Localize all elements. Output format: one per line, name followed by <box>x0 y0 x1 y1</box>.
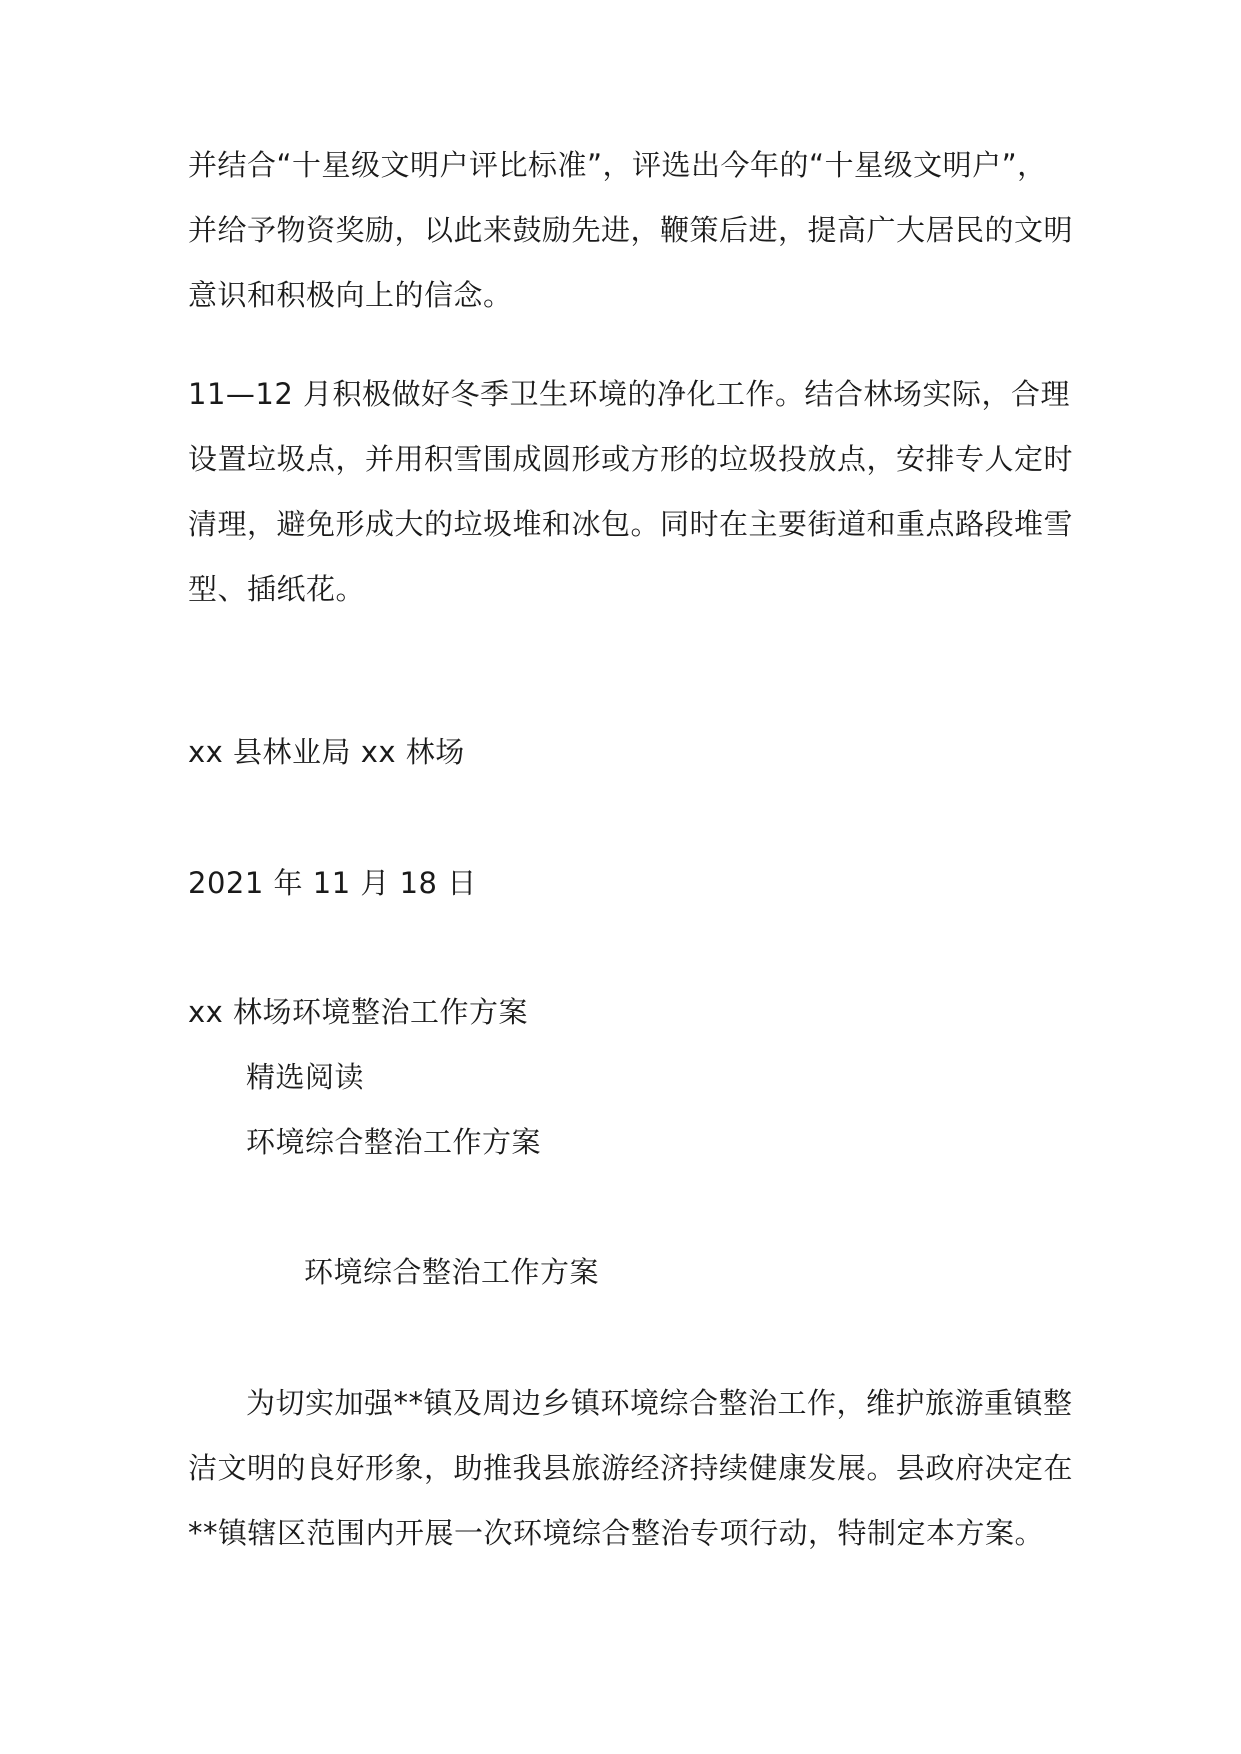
paragraph-line: 为切实加强**镇及周边乡镇环境综合整治工作，维护旅游重镇整 <box>246 1386 1073 1420</box>
paragraph-line: 并结合“十星级文明户评比标准”，评选出今年的“十星级文明户”， <box>188 148 1047 182</box>
signature-org: xx 县林业局 xx 林场 <box>188 735 465 769</box>
paragraph-line: **镇辖区范围内开展一次环境综合整治专项行动，特制定本方案。 <box>188 1516 1045 1550</box>
paragraph-line: 意识和积极向上的信念。 <box>188 278 513 312</box>
signature-block <box>188 720 1068 785</box>
date-block <box>188 851 1068 916</box>
document-date: 2021 年 11 月 18 日 <box>188 866 477 900</box>
paragraph-line: 并给予物资奖励，以此来鼓励先进，鞭策后进，提高广大居民的文明 <box>188 213 1074 247</box>
paragraph-line: 清理，避免形成大的垃圾堆和冰包。同时在主要街道和重点路段堆雪 <box>188 507 1074 541</box>
paragraph-line: 型、插纸花。 <box>188 572 366 606</box>
paragraph-intro <box>188 1371 1074 1566</box>
paragraph-winter-sanitation <box>188 362 1074 622</box>
section-title: 环境综合整治工作方案 <box>304 1255 600 1289</box>
doc-title: xx 林场环境整治工作方案 <box>188 995 529 1029</box>
paragraph-ten-star-households <box>188 133 1074 328</box>
featured-reading-link[interactable]: 环境综合整治工作方案 <box>246 1125 542 1159</box>
paragraph-line: 设置垃圾点，并用积雪围成圆形或方形的垃圾投放点，安排专人定时 <box>188 442 1074 476</box>
paragraph-line: 洁文明的良好形象，助推我县旅游经济持续健康发展。县政府决定在 <box>188 1451 1074 1485</box>
related-section <box>188 980 1068 1175</box>
section-title-block <box>188 1240 1068 1305</box>
featured-reading-label: 精选阅读 <box>246 1060 365 1094</box>
paragraph-line: 11—12 月积极做好冬季卫生环境的净化工作。结合林场实际，合理 <box>188 377 1071 411</box>
